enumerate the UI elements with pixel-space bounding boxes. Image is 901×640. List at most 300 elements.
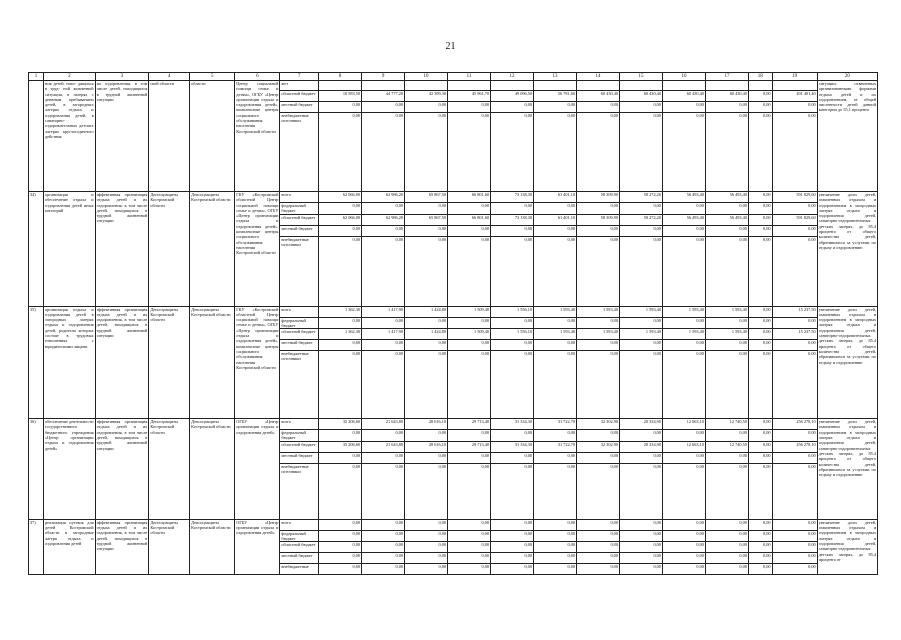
funding-source: внебюджетные источники [280, 113, 319, 192]
mechanism-text: эффективная организация отдыха детей и их оздоровления, в том числе детей, находящихся в трудной жизненной ситуации [95, 306, 149, 419]
funding-value: 0,00 [362, 452, 405, 463]
recipient-text: ОГБУ «Центр организации отдыха и оздоровления детей» [235, 419, 280, 520]
funding-value: 0,00 [362, 463, 405, 519]
funding-value: 35 206,60 [319, 441, 362, 452]
result-text: увеличение доли детей, охваченных отдыхом и оздоровлением в загородных лагерях отдыха и оздоровления детей, санаторно-оздоровительных детских лагерях, до 85,4 процента от общего количества детей, обратившихся за услугами по отдыху и оздоровлению [817, 419, 877, 520]
funding-value: 0,00 [772, 113, 817, 192]
funding-value: 10 583,50 [319, 91, 362, 102]
activity-text: организация и обеспечение отдыха и оздоровления детей иных категорий [44, 192, 96, 307]
funding-value: 0,00 [748, 441, 772, 452]
funding-value: 66 801,60 [448, 214, 491, 225]
activity-text: ния детей, нахо- дящихся в труд- ной жизненной ситуации, в лагерях с дневным пребыванием детей, в загородных лагерях отдыха и оздоровления детей, в санаторно-оздоровительных детских лагерях круглогодичного действия [44, 81, 96, 192]
funding-value: 0,00 [319, 317, 362, 329]
funding-value: 491 401,40 [772, 91, 817, 102]
funding-value: 0,00 [577, 340, 620, 351]
funding-value: 0,00 [491, 553, 534, 564]
funding-source: областной бюджет [280, 329, 319, 340]
funding-source: федеральный бюджет [280, 530, 319, 542]
funding-value: 1 593,40 [662, 329, 705, 340]
column-number: 20 [817, 73, 877, 81]
funding-value: 0,00 [491, 564, 534, 575]
column-number: 18 [748, 73, 772, 81]
funding-value: 0,00 [577, 113, 620, 192]
funding-value: 0,00 [748, 102, 772, 113]
funding-value: 12 663,10 [662, 419, 705, 430]
funding-value: 62 986,20 [362, 214, 405, 225]
funding-value: 0,00 [319, 542, 362, 553]
funding-value [534, 81, 577, 91]
funding-value: 0,00 [491, 351, 534, 419]
funding-value: 1 417,90 [362, 306, 405, 317]
funding-value: 0,00 [705, 236, 748, 306]
funding-value: 0,00 [491, 452, 534, 463]
funding-value: 31 334,30 [491, 419, 534, 430]
mechanism-text: их оздоровления, в том числе детей, находящихся в трудной жизненной ситуации [95, 81, 149, 192]
funding-value: 0,00 [534, 452, 577, 463]
column-number: 2 [44, 73, 96, 81]
funding-value: 0,00 [748, 452, 772, 463]
funding-source: внебюджетные источники [280, 463, 319, 519]
funding-value: 0,00 [448, 564, 491, 575]
funding-value: 0,00 [577, 236, 620, 306]
funding-value: 60 430,40 [705, 91, 748, 102]
funding-value: 1 556,10 [491, 329, 534, 340]
funding-value: 60 430,40 [577, 91, 620, 102]
activity-text: реализация путевок для детей Костромской области в загородные лагеря отдыха и оздоровления детей [44, 519, 96, 575]
funding-value: 0,00 [405, 519, 448, 530]
funding-value: 56 493,40 [705, 192, 748, 203]
funding-value: 0,00 [619, 452, 662, 463]
funding-value: 66 801,60 [448, 192, 491, 203]
funding-value: 0,00 [319, 463, 362, 519]
row-number: 36) [29, 419, 44, 520]
funding-value: 0,00 [405, 203, 448, 215]
table-row [29, 419, 878, 430]
funding-value: 0,00 [491, 340, 534, 351]
column-number: 11 [448, 73, 491, 81]
funding-value: 0,00 [362, 203, 405, 215]
funding-value: 0,00 [319, 530, 362, 542]
funding-value: 0,00 [491, 317, 534, 329]
funding-value: 21 643,80 [362, 419, 405, 430]
funding-value: 1 509,40 [448, 329, 491, 340]
funding-value: 0,00 [662, 530, 705, 542]
funding-value: 31 722,70 [534, 419, 577, 430]
funding-value: 0,00 [405, 530, 448, 542]
funding-value: 0,00 [491, 519, 534, 530]
funding-value: 0,00 [662, 430, 705, 442]
funding-value: 0,00 [748, 553, 772, 564]
funding-value: 0,00 [534, 340, 577, 351]
funding-value: 0,00 [705, 317, 748, 329]
funding-value: 0,00 [748, 351, 772, 419]
coexecutor-text: Депсоцзащиты Костромской области [190, 192, 235, 307]
funding-value: 56 493,40 [662, 214, 705, 225]
column-number: 4 [149, 73, 190, 81]
funding-value: 73 138,30 [491, 214, 534, 225]
funding-value: 0,00 [448, 542, 491, 553]
funding-value: 0,00 [772, 564, 817, 575]
column-number: 15 [619, 73, 662, 81]
funding-value: 0,00 [748, 542, 772, 553]
funding-value: 0,00 [662, 317, 705, 329]
result-text: ситуации, охваченных организованными формами отдыха детей и их оздоровлением, от общей численности детей данной категории до 55,1 процента [817, 81, 877, 192]
funding-value: 58 309,90 [577, 192, 620, 203]
executor-text: Депсоцзащиты Костромской области [149, 419, 190, 520]
funding-value: 0,00 [448, 203, 491, 215]
funding-value: 0,00 [491, 225, 534, 236]
row-number: 35) [29, 306, 44, 419]
funding-value: 65 867,50 [405, 192, 448, 203]
funding-value: 0,00 [534, 236, 577, 306]
funding-value: 256 278,10 [772, 441, 817, 452]
funding-value: 0,00 [748, 214, 772, 225]
funding-value: 0,00 [577, 530, 620, 542]
column-number: 17 [705, 73, 748, 81]
funding-value [705, 81, 748, 91]
funding-value: 29 713,40 [448, 441, 491, 452]
funding-value: 0,00 [662, 452, 705, 463]
funding-source: областной бюджет [280, 441, 319, 452]
funding-value: 0,00 [705, 340, 748, 351]
column-number: 14 [577, 73, 620, 81]
funding-value: 0,00 [405, 430, 448, 442]
funding-value: 0,00 [772, 519, 817, 530]
funding-value: 0,00 [491, 530, 534, 542]
funding-value: 29 713,40 [448, 419, 491, 430]
funding-value: 0,00 [362, 340, 405, 351]
funding-value: 28 616,10 [405, 419, 448, 430]
funding-value: 0,00 [619, 236, 662, 306]
funding-value: 0,00 [448, 225, 491, 236]
funding-value: 0,00 [772, 430, 817, 442]
funding-value: 0,00 [619, 203, 662, 215]
funding-value: 1 593,40 [619, 306, 662, 317]
funding-value: 0,00 [319, 351, 362, 419]
funding-value: 0,00 [772, 236, 817, 306]
funding-value: 0,00 [772, 452, 817, 463]
funding-value: 45 961,70 [448, 91, 491, 102]
funding-value: 0,00 [748, 419, 772, 430]
funding-source: областной бюджет [280, 91, 319, 102]
funding-value: 0,00 [448, 113, 491, 192]
funding-value: 0,00 [405, 351, 448, 419]
funding-value: 49 096,50 [491, 91, 534, 102]
funding-value: 0,00 [748, 530, 772, 542]
funding-value: 0,00 [405, 113, 448, 192]
funding-value: 0,00 [577, 317, 620, 329]
funding-value: 0,00 [748, 329, 772, 340]
funding-value: 0,00 [448, 530, 491, 542]
funding-value: 0,00 [319, 102, 362, 113]
funding-value: 35 206,60 [319, 419, 362, 430]
funding-value: 0,00 [748, 113, 772, 192]
funding-value: 56 493,40 [705, 214, 748, 225]
funding-value: 0,00 [772, 102, 817, 113]
funding-value: 0,00 [577, 351, 620, 419]
funding-value: 15 237,50 [772, 329, 817, 340]
funding-value: 0,00 [448, 102, 491, 113]
funding-value: 0,00 [619, 225, 662, 236]
funding-value: 1 593,40 [619, 329, 662, 340]
funding-value: 0,00 [662, 519, 705, 530]
funding-value: 0,00 [705, 430, 748, 442]
funding-value: 0,00 [534, 530, 577, 542]
funding-value: 0,00 [491, 236, 534, 306]
funding-value: 0,00 [772, 463, 817, 519]
funding-value: 0,00 [705, 351, 748, 419]
column-number: 13 [534, 73, 577, 81]
funding-value [362, 81, 405, 91]
funding-value [772, 81, 817, 91]
funding-value: 0,00 [662, 340, 705, 351]
funding-value: 0,00 [405, 463, 448, 519]
funding-value: 0,00 [772, 530, 817, 542]
funding-source: местный бюджет [280, 553, 319, 564]
funding-value: 0,00 [577, 203, 620, 215]
funding-value: 0,00 [619, 113, 662, 192]
column-number-row [29, 73, 878, 81]
table-row [29, 519, 878, 530]
funding-value: 0,00 [662, 553, 705, 564]
funding-source: областной бюджет [280, 542, 319, 553]
funding-value: 62 986,20 [362, 192, 405, 203]
funding-value: 0,00 [491, 430, 534, 442]
funding-value: 0,00 [577, 225, 620, 236]
result-text: увеличение доли детей, охваченных отдыхом и оздоровлением в загородных лагерях отдыха и оздоровления детей, санаторно-оздоровительных детских лагерях, до 85,4 процента от [817, 519, 877, 575]
funding-value: 0,00 [534, 564, 577, 575]
funding-value: 1 417,90 [362, 329, 405, 340]
funding-value: 56 781,60 [534, 91, 577, 102]
executor-text: Депсоцзащиты Костромской области [149, 192, 190, 307]
coexecutor-text: Депсоцзащиты Костромской области [190, 519, 235, 575]
funding-value: 0,00 [319, 203, 362, 215]
funding-value: 20 334,90 [619, 419, 662, 430]
funding-value: 0,00 [362, 542, 405, 553]
funding-value: 61 401,10 [534, 214, 577, 225]
funding-value: 0,00 [577, 463, 620, 519]
funding-value: 0,00 [662, 225, 705, 236]
funding-value: 1 593,40 [577, 306, 620, 317]
funding-value: 0,00 [319, 452, 362, 463]
funding-value [319, 81, 362, 91]
funding-value: 1 556,10 [491, 306, 534, 317]
funding-value: 0,00 [619, 463, 662, 519]
funding-value: 0,00 [362, 236, 405, 306]
funding-value: 0,00 [491, 463, 534, 519]
funding-value: 0,00 [534, 430, 577, 442]
activity-text: обеспечение деятельности государственного бюджетного учреждения «Центр организации отдыха и оздоровления детей» [44, 419, 96, 520]
funding-value: 0,00 [577, 102, 620, 113]
funding-value: 0,00 [491, 542, 534, 553]
funding-source: всего [280, 192, 319, 203]
funding-value: 56 493,40 [662, 192, 705, 203]
column-number: 10 [405, 73, 448, 81]
funding-value: 0,00 [662, 564, 705, 575]
funding-value: 0,00 [405, 340, 448, 351]
funding-value: 1 362,30 [319, 306, 362, 317]
funding-value: 1 593,40 [662, 306, 705, 317]
row-number: 37) [29, 519, 44, 575]
coexecutor-text: Депсоцзащиты Костромской области [190, 306, 235, 419]
funding-value: 0,00 [662, 351, 705, 419]
funding-value: 0,00 [534, 102, 577, 113]
funding-value: 0,00 [748, 564, 772, 575]
funding-value: 0,00 [619, 317, 662, 329]
funding-value: 0,00 [362, 564, 405, 575]
funding-value: 0,00 [319, 564, 362, 575]
funding-value: 0,00 [405, 317, 448, 329]
funding-value: 0,00 [748, 91, 772, 102]
funding-value: 0,00 [748, 203, 772, 215]
table-row [29, 306, 878, 317]
funding-value: 0,00 [534, 113, 577, 192]
funding-value: 0,00 [405, 542, 448, 553]
funding-value: 0,00 [534, 519, 577, 530]
funding-value: 0,00 [319, 340, 362, 351]
funding-value: 0,00 [662, 236, 705, 306]
funding-value: 31 722,70 [534, 441, 577, 452]
funding-source: жет [280, 81, 319, 91]
funding-value: 0,00 [448, 553, 491, 564]
funding-value: 0,00 [448, 463, 491, 519]
funding-value: 0,00 [748, 317, 772, 329]
funding-value: 0,00 [772, 542, 817, 553]
funding-value: 591 829,60 [772, 214, 817, 225]
coexecutor-text: Депсоцзащиты Костромской области [190, 419, 235, 520]
funding-value: 15 237,50 [772, 306, 817, 317]
funding-value: 591 829,60 [772, 192, 817, 203]
funding-value: 0,00 [619, 564, 662, 575]
funding-value: 0,00 [705, 203, 748, 215]
funding-value: 0,00 [748, 192, 772, 203]
funding-value: 0,00 [405, 553, 448, 564]
activity-text: организация отдыха и оздоровления детей в загородных лагерях отдыха и оздоровления детей, родители которых состоят в трудовых отношениях с юридическими лицами [44, 306, 96, 419]
funding-value: 0,00 [362, 225, 405, 236]
funding-value: 0,00 [534, 351, 577, 419]
column-number: 1 [29, 73, 44, 81]
funding-value: 58 272,20 [619, 192, 662, 203]
funding-value: 12 740,50 [705, 419, 748, 430]
funding-value: 0,00 [534, 225, 577, 236]
funding-value: 62 066,00 [319, 192, 362, 203]
funding-value: 42 399,30 [405, 91, 448, 102]
funding-value: 0,00 [448, 317, 491, 329]
row-number [29, 81, 44, 192]
funding-value: 0,00 [772, 351, 817, 419]
funding-value [491, 81, 534, 91]
funding-value: 0,00 [405, 225, 448, 236]
table-row [29, 81, 878, 91]
funding-value: 1 362,30 [319, 329, 362, 340]
executor-text: Депсоцзащиты Костромской области [149, 519, 190, 575]
funding-value: 0,00 [748, 236, 772, 306]
funding-value: 0,00 [748, 463, 772, 519]
funding-value: 0,00 [748, 306, 772, 317]
funding-value: 61 401,10 [534, 192, 577, 203]
column-number: 19 [772, 73, 817, 81]
funding-value: 0,00 [772, 553, 817, 564]
funding-value: 60 430,40 [619, 91, 662, 102]
funding-value: 0,00 [619, 102, 662, 113]
funding-value: 0,00 [534, 203, 577, 215]
funding-source: внебюджетные источники [280, 236, 319, 306]
funding-value: 0,00 [491, 102, 534, 113]
funding-value: 0,00 [705, 113, 748, 192]
funding-value: 1 593,40 [705, 329, 748, 340]
column-number: 5 [190, 73, 235, 81]
funding-source: внебюджетные источники [280, 351, 319, 419]
funding-value: 0,00 [705, 519, 748, 530]
funding-value: 73 138,30 [491, 192, 534, 203]
table-row [29, 192, 878, 203]
funding-value: 0,00 [405, 564, 448, 575]
mechanism-text: эффективная организация отдыха детей и их оздоровления, в том числе детей, находящихся в трудной жизненной ситуации [95, 192, 149, 307]
column-number: 8 [319, 73, 362, 81]
funding-value: 0,00 [534, 553, 577, 564]
funding-value: 0,00 [577, 452, 620, 463]
funding-source: всего [280, 306, 319, 317]
column-number: 6 [235, 73, 280, 81]
funding-value: 0,00 [705, 225, 748, 236]
funding-value: 0,00 [534, 542, 577, 553]
funding-value: 32 302,90 [577, 419, 620, 430]
funding-value: 0,00 [405, 236, 448, 306]
funding-source: внебюджетные [280, 564, 319, 575]
funding-value: 0,00 [705, 102, 748, 113]
funding-source: местный бюджет [280, 452, 319, 463]
funding-value: 1 509,40 [448, 306, 491, 317]
funding-value: 0,00 [619, 340, 662, 351]
funding-value: 0,00 [705, 452, 748, 463]
funding-source: федеральный бюджет [280, 317, 319, 329]
funding-value: 0,00 [448, 430, 491, 442]
funding-value: 1 593,40 [577, 329, 620, 340]
funding-value: 0,00 [662, 102, 705, 113]
funding-value [662, 81, 705, 91]
funding-value: 256 278,10 [772, 419, 817, 430]
funding-value: 0,00 [705, 553, 748, 564]
funding-value: 1 593,40 [705, 306, 748, 317]
funding-value: 0,00 [577, 553, 620, 564]
funding-value: 0,00 [319, 236, 362, 306]
funding-value: 0,00 [491, 113, 534, 192]
funding-value: 58 272,20 [619, 214, 662, 225]
funding-value: 0,00 [772, 203, 817, 215]
funding-value: 0,00 [362, 351, 405, 419]
funding-value [577, 81, 620, 91]
funding-value [405, 81, 448, 91]
funding-value: 60 430,40 [662, 91, 705, 102]
funding-value: 0,00 [319, 113, 362, 192]
funding-source: всего [280, 519, 319, 530]
funding-value: 0,00 [448, 236, 491, 306]
funding-value: 0,00 [705, 530, 748, 542]
funding-value: 0,00 [748, 225, 772, 236]
funding-value: 0,00 [577, 542, 620, 553]
funding-value: 0,00 [748, 340, 772, 351]
funding-value: 0,00 [448, 340, 491, 351]
funding-value: 0,00 [619, 542, 662, 553]
recipient-text: ГКУ «Костромской областной Центр социальной помощи семье и детям», ОГБУ «Центр организации отдыха и оздоровления детей», комплексные центры социального обслуживания населения Костромской области [235, 306, 280, 419]
funding-source: местный бюджет [280, 340, 319, 351]
funding-source: федеральный бюджет [280, 430, 319, 442]
funding-value [748, 81, 772, 91]
funding-value: 65 867,50 [405, 214, 448, 225]
result-text: увеличение доли детей, охваченных отдыхом и оздоровлением в загородных лагерях отдыха и оздоровления детей, санаторно-оздоровительных детских лагерях, до 85,4 процента от общего количества детей, обратившихся за услугами по отдыху и оздоровлению [817, 192, 877, 307]
coexecutor-text: области [190, 81, 235, 192]
funding-value: 0,00 [534, 317, 577, 329]
